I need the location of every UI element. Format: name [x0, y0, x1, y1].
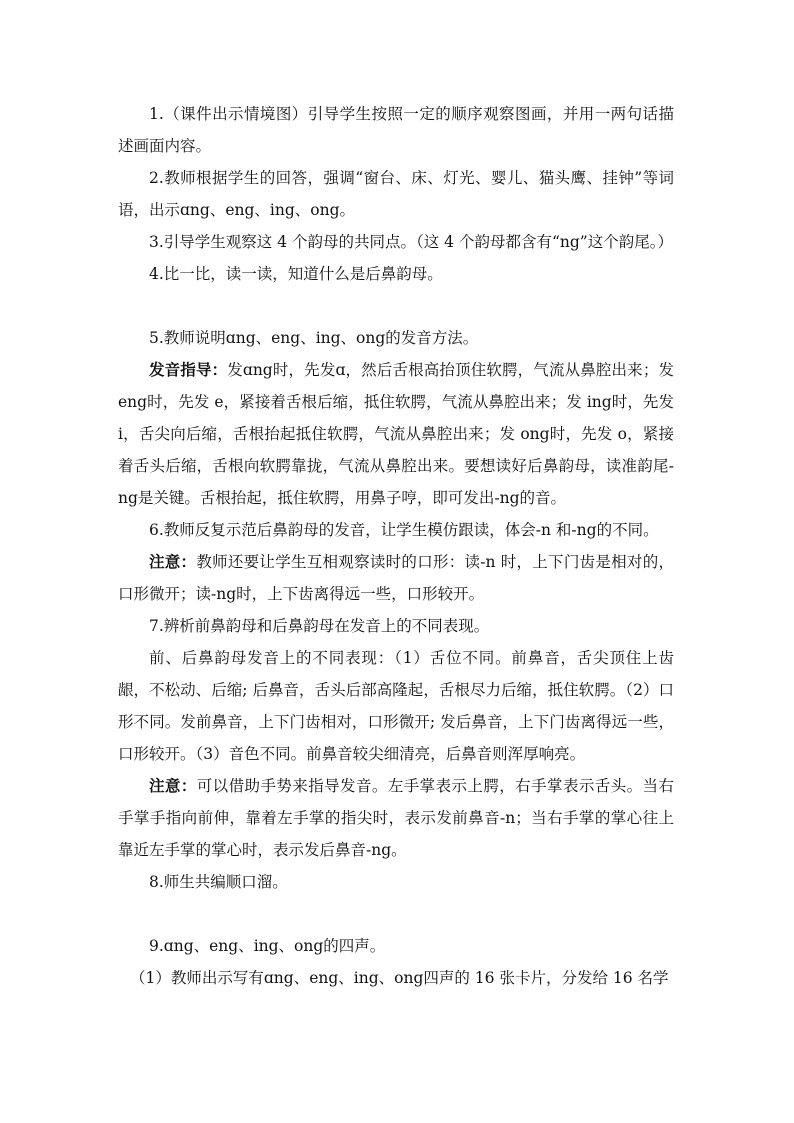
- paragraph-text: 教师还要让学生互相观察读时的口形：读-n 时，上下门齿是相对的，口形微开；读-ng时，上下齿离得远一些，口形较开。: [118, 553, 674, 603]
- paragraph-12: [118, 866, 674, 898]
- paragraph-gap: [118, 898, 674, 930]
- paragraph-text: 6.教师反复示范后鼻韵母的发音，让学生模仿跟读，体会-n 和-ng的不同。: [149, 521, 659, 539]
- paragraph-13: [118, 930, 674, 962]
- paragraph-4: [118, 258, 674, 290]
- paragraph-10: [118, 642, 674, 770]
- paragraph-text: 1.（课件出示情境图）引导学生按照一定的顺序观察图画，并用一两句话描述画面内容。: [118, 105, 674, 155]
- paragraph-text: （1）教师出示写有ɑng、eng、ing、ong四声的 16 张卡片，分发给 16 名学: [130, 969, 669, 987]
- paragraph-8: [118, 546, 674, 610]
- paragraph-3: [118, 226, 674, 258]
- paragraph-gap: [118, 290, 674, 322]
- paragraph-9: [118, 610, 674, 642]
- paragraph-14: [118, 962, 674, 994]
- pronunciation-guide-label: 发音指导：: [149, 360, 228, 379]
- paragraph-1: [118, 98, 674, 162]
- note-label: 注意：: [149, 776, 197, 795]
- paragraph-11: [118, 770, 674, 866]
- paragraph-6: [118, 354, 674, 514]
- paragraph-7: [118, 514, 674, 546]
- paragraph-5: [118, 322, 674, 354]
- paragraph-text: 前、后鼻韵母发音上的不同表现：（1）舌位不同。前鼻音，舌尖顶住上齿龈，不松动、后缩; 后鼻音，舌头后部高隆起，舌根尽力后缩，抵住软腭。（2）口形不同。发前鼻音，上下门齿相对，口形微开; 发后鼻音，上下门齿离得远一些，口形较开。（3）音色不同。前鼻音较尖细清亮，后鼻音则浑厚响亮。: [118, 649, 674, 763]
- paragraph-text: 8.师生共编顺口溜。: [149, 873, 288, 891]
- paragraph-2: [118, 162, 674, 226]
- paragraph-text: 9.ɑng、eng、ing、ong的四声。: [149, 937, 386, 955]
- paragraph-text: 2.教师根据学生的回答，强调“窗台、床、灯光、婴儿、猫头鹰、挂钟”等词语，出示ɑng、eng、ing、ong。: [118, 169, 674, 219]
- paragraph-text: 发ɑng时，先发ɑ，然后舌根高抬顶住软腭，气流从鼻腔出来；发 eng时，先发 e，紧接着舌根后缩，抵住软腭，气流从鼻腔出来；发 ing时，先发 i，舌尖向后缩，舌根抬起抵住软腭，气流从鼻腔出来；发 ong时，先发 o，紧接着舌头后缩，舌根向软腭靠拢，气流从鼻腔出来。要想读好后鼻韵母，读准韵尾-ng是关键。舌根抬起，抵住软腭，用鼻子哼，即可发出-ng的音。: [118, 361, 674, 507]
- paragraph-text: 3.引导学生观察这 4 个韵母的共同点。（这 4 个韵母都含有“ng”这个韵尾。）: [149, 233, 673, 251]
- paragraph-text: 可以借助手势来指导发音。左手掌表示上腭，右手掌表示舌头。当右手掌手指向前伸，靠着左手掌的指尖时，表示发前鼻音-n；当右手掌的掌心往上靠近左手掌的掌心时，表示发后鼻音-ng。: [118, 777, 674, 859]
- paragraph-text: 5.教师说明ɑng、eng、ing、ong的发音方法。: [149, 329, 479, 347]
- paragraph-text: 7.辨析前鼻韵母和后鼻韵母在发音上的不同表现。: [149, 617, 490, 635]
- note-label: 注意：: [149, 552, 197, 571]
- document-body: [118, 98, 674, 994]
- paragraph-text: 4.比一比，读一读，知道什么是后鼻韵母。: [149, 265, 443, 283]
